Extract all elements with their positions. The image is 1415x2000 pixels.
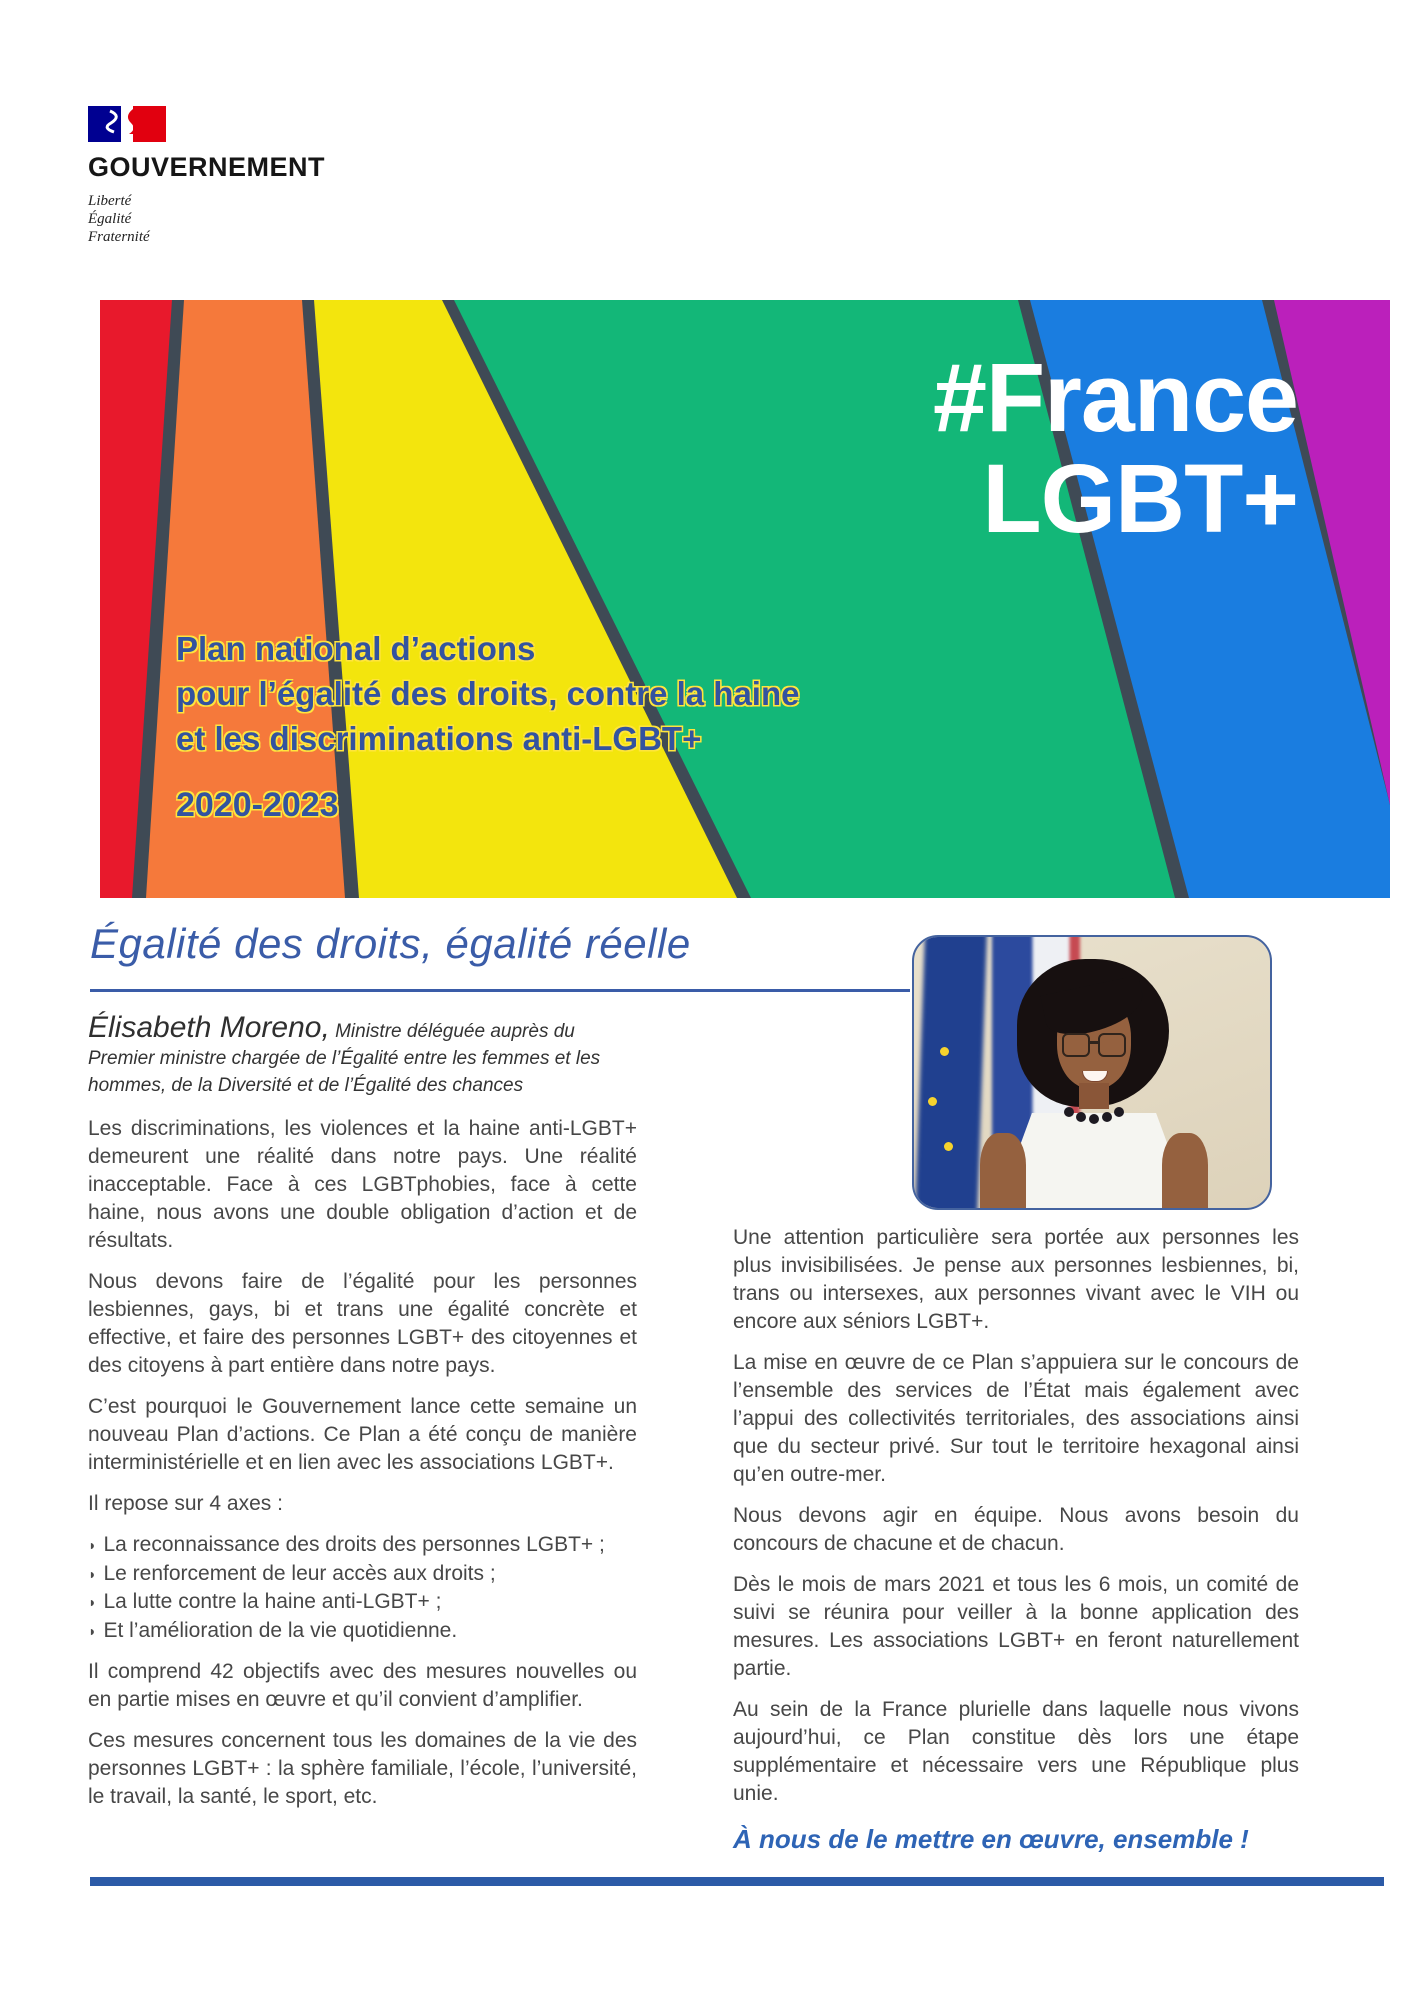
hero-period: 2020-2023 bbox=[176, 786, 339, 824]
axis-text: La lutte contre la haine anti-LGBT+ ; bbox=[103, 1590, 442, 1613]
heading-rule bbox=[90, 989, 910, 992]
motto-line-egalite: Égalité bbox=[88, 211, 132, 227]
axis-text: Et l’amélioration de la vie quotidienne. bbox=[103, 1618, 458, 1642]
glasses-icon bbox=[1062, 1033, 1126, 1055]
portrait-right-arm bbox=[1162, 1133, 1208, 1210]
glasses-right-lens bbox=[1098, 1033, 1126, 1057]
necklace-bead bbox=[1064, 1107, 1074, 1117]
section-heading: Égalité des droits, égalité réelle bbox=[90, 920, 691, 967]
hero-subtitle-line1: Plan national d’actions bbox=[176, 630, 536, 667]
motto-line-liberte: Liberté bbox=[88, 193, 132, 209]
minister-byline bbox=[88, 1011, 637, 1099]
closing-slogan: À nous de le mettre en œuvre, ensemble ! bbox=[733, 1824, 1249, 1854]
axis-text: La reconnaissance des droits des personnes LGBT+ ; bbox=[103, 1533, 605, 1556]
hero-subtitle bbox=[176, 626, 799, 761]
axes-list bbox=[88, 1531, 637, 1645]
right-column bbox=[733, 1224, 1299, 1881]
paragraph: Une attention particulière sera portée aux personnes les plus invisibilisées. Je pense aux personnes lesbiennes, bi, trans ou intersexes, aux personnes vivant avec le VIH ou encore aux séniors LGBT+. bbox=[733, 1226, 1299, 1333]
bullet-icon: ◗ bbox=[88, 1537, 97, 1553]
necklace-bead bbox=[1114, 1107, 1124, 1117]
hero-subtitle-line2: pour l’égalité des droits, contre la haine bbox=[176, 675, 800, 712]
minister-name: Élisabeth Moreno, bbox=[88, 1011, 330, 1044]
hero-title-line1: #France bbox=[932, 343, 1298, 452]
portrait-left-arm bbox=[980, 1133, 1026, 1210]
paragraph: Les discriminations, les violences et la haine anti-LGBT+ demeurent une réalité dans notre pays. Une réalité inacceptable. Face à ces LGBTphobies, face à cette haine, nous avons une double obligation d’action et de résultats. bbox=[88, 1117, 637, 1252]
paragraph: C’est pourquoi le Gouvernement lance cette semaine un nouveau Plan d’actions. Ce Plan a été conçu de manière interministérielle et en lien avec les associations LGBT+. bbox=[88, 1395, 637, 1474]
republic-motto bbox=[88, 192, 325, 246]
hero-title bbox=[932, 343, 1298, 553]
glasses-bridge bbox=[1088, 1041, 1100, 1044]
footer-bar bbox=[90, 1877, 1384, 1886]
eu-flag-star bbox=[944, 1142, 953, 1151]
french-flag-marianne-icon bbox=[88, 106, 166, 142]
paragraph: Il repose sur 4 axes : bbox=[88, 1492, 283, 1515]
necklace-bead bbox=[1089, 1114, 1099, 1124]
hero-banner bbox=[100, 300, 1390, 898]
paragraph: Il comprend 42 objectifs avec des mesures nouvelles ou en partie mises en œuvre et qu’il convient d’amplifier. bbox=[88, 1660, 637, 1711]
motto-line-fraternite: Fraternité bbox=[88, 229, 150, 245]
paragraph: Dès le mois de mars 2021 et tous les 6 mois, un comité de suivi se réunira pour veiller à la bonne application des mesures. Les associations LGBT+ en feront naturellement partie. bbox=[733, 1573, 1299, 1680]
paragraph: Ces mesures concernent tous les domaines de la vie des personnes LGBT+ : la sphère familiale, l’école, l’université, le travail, la santé, le sport, etc. bbox=[88, 1729, 637, 1808]
gouvernement-wordmark: GOUVERNEMENT bbox=[88, 152, 326, 182]
bullet-icon: ◗ bbox=[88, 1622, 97, 1639]
minister-photo bbox=[912, 935, 1272, 1210]
left-column bbox=[88, 1011, 637, 1824]
hero-title-line2: LGBT+ bbox=[982, 443, 1298, 553]
paragraph: Au sein de la France plurielle dans laquelle nous vivons aujourd’hui, ce Plan constitue dès lors une étape supplémentaire et nécessaire vers une République plus unie. bbox=[733, 1698, 1299, 1805]
necklace-bead bbox=[1102, 1112, 1112, 1122]
portrait-necklace bbox=[1062, 1105, 1126, 1123]
paragraph: Nous devons faire de l’égalité pour les personnes lesbiennes, gays, bi et trans une égalité concrète et effective, et faire des personnes LGBT+ des citoyennes et des citoyens à part entière dans notre pays. bbox=[88, 1270, 637, 1377]
bullet-icon: ◗ bbox=[88, 1565, 97, 1582]
eu-flag bbox=[915, 935, 987, 1210]
paragraph: La mise en œuvre de ce Plan s’appuiera sur le concours de l’ensemble des services de l’État mais également avec l’appui des collectivités territoriales, des associations ainsi que du secteur privé. Sur tout le territoire hexagonal ainsi qu’en outre-mer. bbox=[733, 1351, 1299, 1486]
bullet-icon: ◗ bbox=[88, 1594, 97, 1610]
paragraph: Nous devons agir en équipe. Nous avons besoin du concours de chacune et de chacun. bbox=[733, 1504, 1299, 1555]
axis-item bbox=[88, 1560, 637, 1589]
eu-flag-star bbox=[928, 1097, 937, 1106]
axis-item bbox=[88, 1531, 637, 1560]
eu-flag-star bbox=[940, 1047, 949, 1056]
minister-role: Ministre déléguée auprès du Premier ministre chargée de l’Égalité entre les femmes et les hommes, de la Diversité et de l’Égalité des chances bbox=[88, 1021, 601, 1096]
gouvernement-logo-block bbox=[88, 106, 325, 246]
necklace-bead bbox=[1076, 1112, 1086, 1122]
axis-text: Le renforcement de leur accès aux droits ; bbox=[103, 1561, 496, 1585]
hero-subtitle-line3: et les discriminations anti-LGBT+ bbox=[176, 720, 702, 757]
axis-item bbox=[88, 1617, 637, 1646]
glasses-left-lens bbox=[1062, 1033, 1090, 1057]
axis-item bbox=[88, 1588, 637, 1617]
